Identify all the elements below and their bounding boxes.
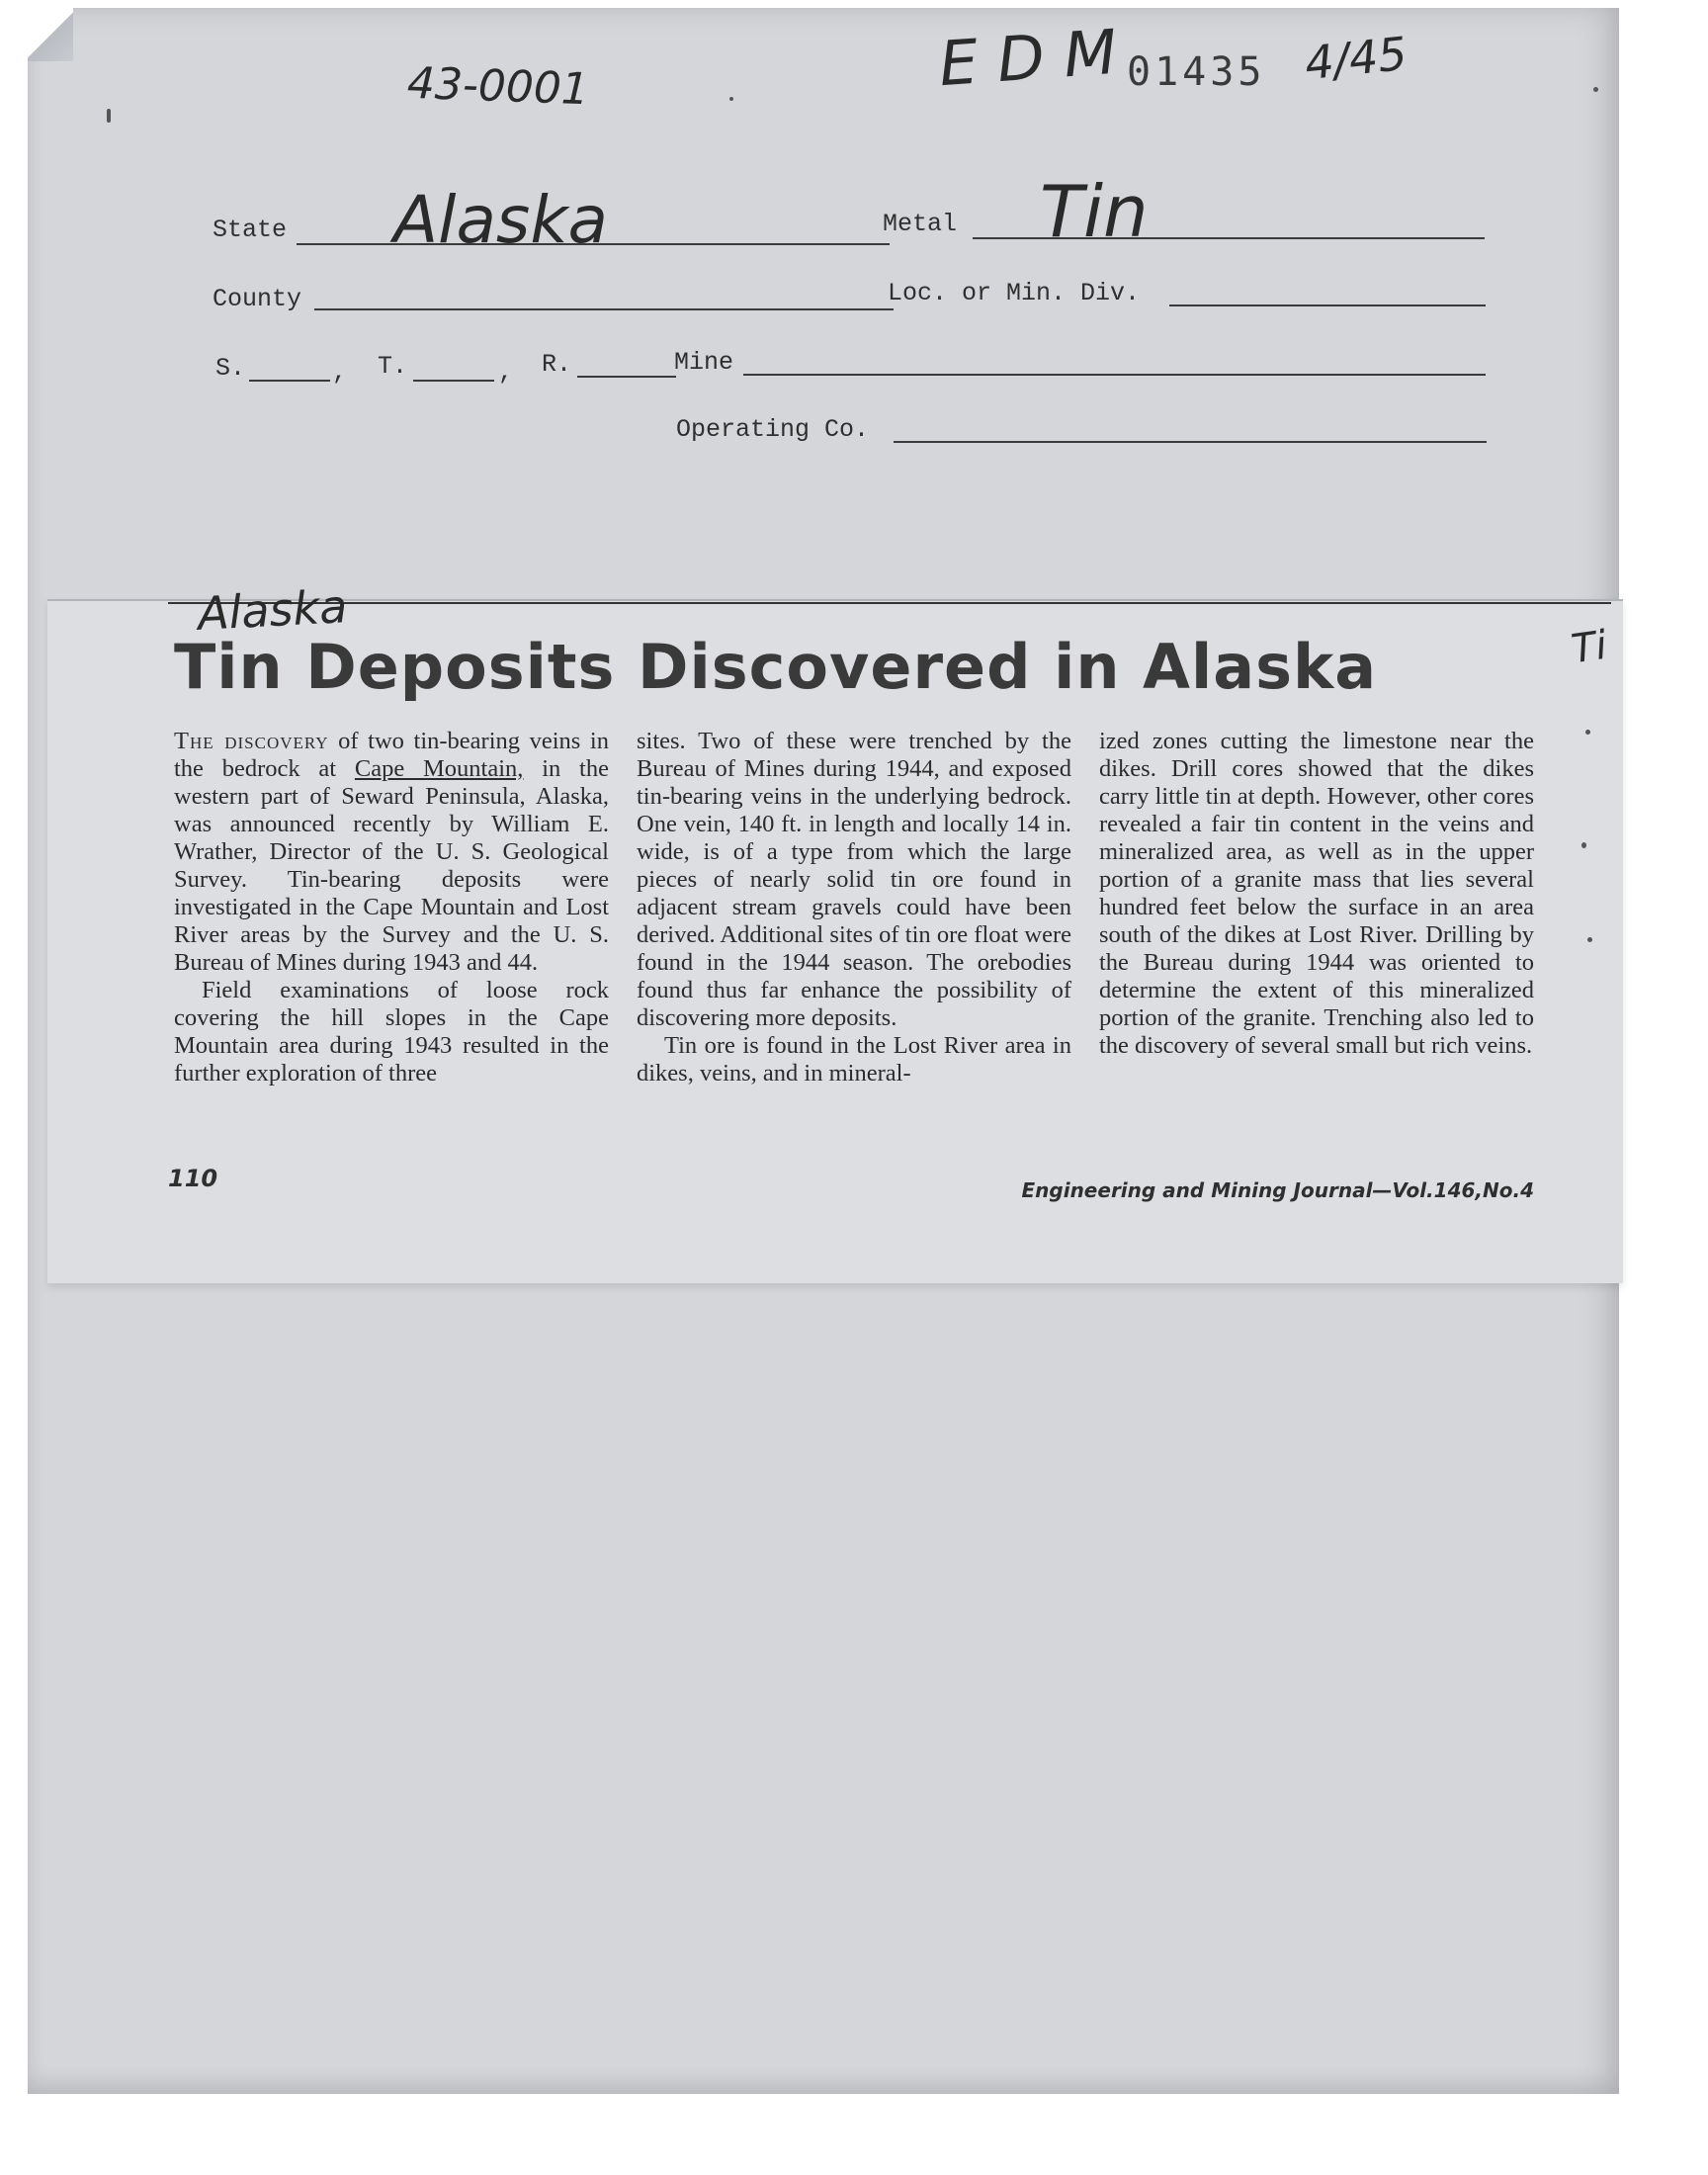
column-2-paragraph-1: sites. Two of these were trenched by the Bureau of Mines during 1944, and exposed tin-bearing veins in the underlying bedrock. One vein, 140 ft. in length and locally 14 in. wide, is of a type from which the large pieces of nearly solid tin ore found in adjacent stream gravels could have been derived. Additional sites of tin ore float were found in the 1944 season. The orebodies found thus far enhance the possibility of discovering more deposits. bbox=[637, 728, 1071, 1031]
scan-speck bbox=[1585, 730, 1590, 735]
column-3-paragraph-1: ized zones cutting the limestone near the dikes. Drill cores showed that the dikes carry little tin at depth. However, other cores revealed a fair tin content in the veins and mineralized area, as well as in the upper portion of a granite mass that lies several hundred feet below the surface in an area south of the dikes at Lost River. Drilling by the Bureau during 1944 was oriented to determine the extent of this mineralized portion of the granite. Trenching also led to the discovery of several small but rich veins. bbox=[1099, 728, 1534, 1059]
column-1-paragraph-2: Field examinations of loose rock covering the hill slopes in the Cape Mountain area during 1943 resulted in the further exploration of three bbox=[174, 977, 609, 1087]
r-field-line bbox=[577, 376, 676, 378]
s-field-line bbox=[249, 380, 330, 382]
operating-co-field-line bbox=[894, 441, 1487, 443]
mine-label: Mine bbox=[674, 348, 734, 377]
cape-mountain-underlined: Cape Mountain, bbox=[354, 755, 524, 782]
article-column-1 bbox=[174, 728, 609, 1088]
page-number: 110 bbox=[168, 1165, 218, 1192]
paragraph-text: of two tin-bearing veins in the bedrock at bbox=[174, 728, 609, 782]
lead-in: The discovery bbox=[174, 728, 329, 754]
scan-speck bbox=[729, 97, 733, 101]
paragraph-text: in the western part of Seward Peninsula, Alaska, was announced recently by William E. Wrather, Director of the U. S. Geological Survey. Tin-bearing deposits were investigated in the Cape Mountain and Lost River areas by the Survey and the U. S. Bureau of Mines during 1943 and 44. bbox=[174, 755, 609, 976]
folded-corner bbox=[28, 8, 73, 61]
t-comma: , bbox=[498, 358, 514, 387]
mine-field-line bbox=[743, 374, 1486, 376]
article-headline: Tin Deposits Discovered in Alaska bbox=[174, 631, 1378, 703]
loc-field-line bbox=[1169, 304, 1486, 306]
handwritten-date: 4/45 bbox=[1302, 26, 1409, 91]
handwritten-metal-value: Tin bbox=[1040, 170, 1149, 253]
column-1-paragraph-1 bbox=[174, 728, 609, 977]
clipping-rule bbox=[168, 602, 1611, 604]
journal-citation: Engineering and Mining Journal—Vol.146,No.4 bbox=[1021, 1178, 1534, 1202]
scan-speck bbox=[1593, 87, 1598, 92]
handwritten-state-value: Alaska bbox=[393, 182, 608, 258]
t-label: T. bbox=[378, 352, 408, 381]
loc-label: Loc. or Min. Div. bbox=[888, 279, 1141, 307]
handwritten-file-number: 43-0001 bbox=[406, 57, 590, 116]
handwritten-code: E D M bbox=[936, 15, 1120, 101]
handwritten-margin-mark: Ti bbox=[1568, 622, 1610, 673]
scan-speck bbox=[1581, 842, 1586, 848]
stamp-number: 01435 bbox=[1127, 49, 1266, 95]
handwritten-clipping-tag: Alaska bbox=[196, 579, 349, 641]
county-field-line bbox=[314, 308, 894, 310]
r-label: R. bbox=[542, 350, 572, 379]
column-2-paragraph-2: Tin ore is found in the Lost River area in dikes, veins, and in mineral- bbox=[637, 1032, 1071, 1087]
scan-speck bbox=[1587, 937, 1592, 942]
scan-speck bbox=[107, 109, 111, 123]
state-label: State bbox=[213, 216, 288, 244]
t-field-line bbox=[413, 380, 494, 382]
operating-co-label: Operating Co. bbox=[676, 415, 870, 444]
metal-label: Metal bbox=[883, 210, 958, 238]
s-comma: , bbox=[332, 358, 348, 387]
article-column-2 bbox=[637, 728, 1071, 1088]
article-column-3 bbox=[1099, 728, 1534, 1060]
county-label: County bbox=[213, 285, 302, 313]
s-label: S. bbox=[215, 354, 246, 383]
